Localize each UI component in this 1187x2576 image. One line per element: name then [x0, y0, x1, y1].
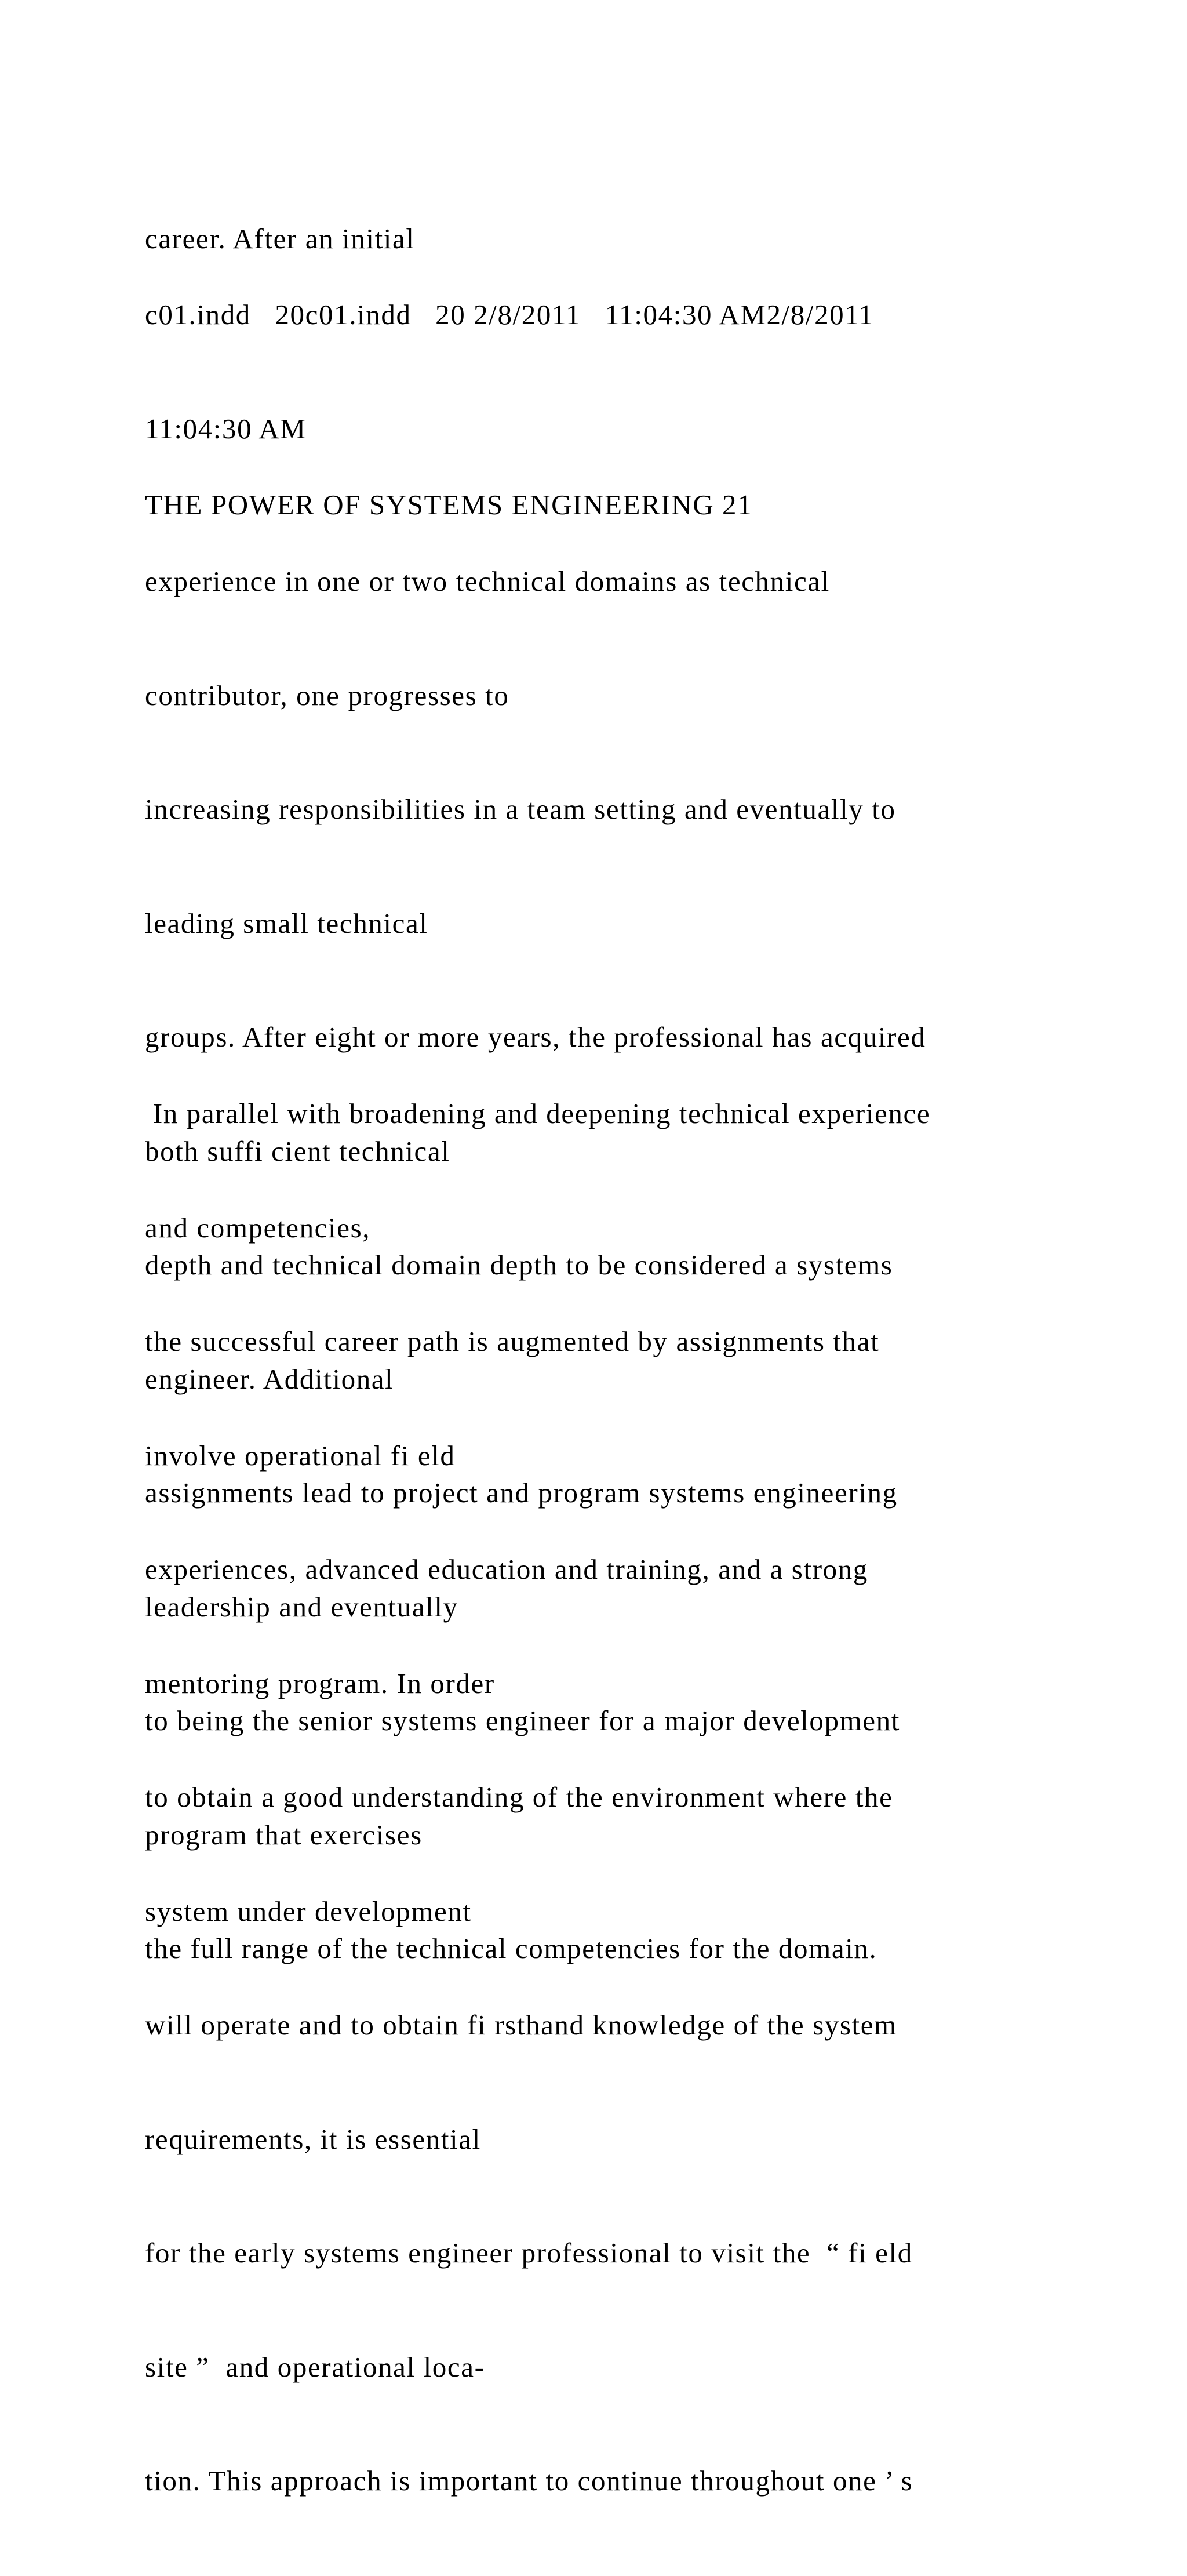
- text-line: for the early systems engineer professional to visit the “ fi eld: [145, 2237, 913, 2269]
- text-line: to being the senior systems engineer for a major development: [145, 1705, 900, 1736]
- text-line: engineer. Additional: [145, 1363, 394, 1395]
- text-line: assignments lead to project and program systems engineering: [145, 1477, 898, 1509]
- text-line: program that exercises: [145, 1818, 423, 1851]
- text-line: both suffi cient technical: [145, 1135, 450, 1167]
- text-line: contributor, one progresses to: [145, 679, 509, 711]
- text-line: will operate and to obtain fi rsthand knowledge of the system: [145, 2009, 897, 2041]
- text-line: and competencies,: [145, 1211, 371, 1244]
- text-line: increasing responsibilities in a team setting and eventually to: [145, 793, 896, 825]
- text-line: depth and technical domain depth to be considered a systems: [145, 1249, 893, 1281]
- text-line: tion. This approach is important to continue throughout one ’ s: [145, 2465, 913, 2497]
- text-line: career. After an initial: [145, 223, 415, 255]
- text-line: the successful career path is augmented by assignments that: [145, 1325, 880, 1357]
- text-line: In parallel with broadening and deepening technical experience: [145, 1098, 931, 1129]
- paragraph-2: [145, 1019, 1165, 2576]
- header-text: THE POWER OF SYSTEMS ENGINEERING 21: [145, 489, 753, 521]
- text-line: experience in one or two technical domains as technical: [145, 565, 830, 597]
- text-line: site ” and operational loca-: [145, 2350, 485, 2383]
- text-line: mentoring program. In order: [145, 1667, 495, 1699]
- text-line: leadership and eventually: [145, 1590, 458, 1623]
- text-line: involve operational fi eld: [145, 1439, 456, 1472]
- text-line: system under development: [145, 1895, 472, 1927]
- text-line: the full range of the technical competencies for the domain.: [145, 1932, 877, 1964]
- text-line: requirements, it is essential: [145, 2123, 481, 2155]
- text-line: leading small technical: [145, 907, 428, 939]
- text-line: c01.indd 20c01.indd 20 2/8/2011 11:04:30 AM2/8/2011: [145, 299, 874, 330]
- text-line: groups. After eight or more years, the professional has acquired: [145, 1021, 926, 1053]
- text-line: 11:04:30 AM: [145, 412, 307, 445]
- text-line: experiences, advanced education and training, and a strong: [145, 1553, 868, 1585]
- text-line: to obtain a good understanding of the environment where the: [145, 1781, 893, 1813]
